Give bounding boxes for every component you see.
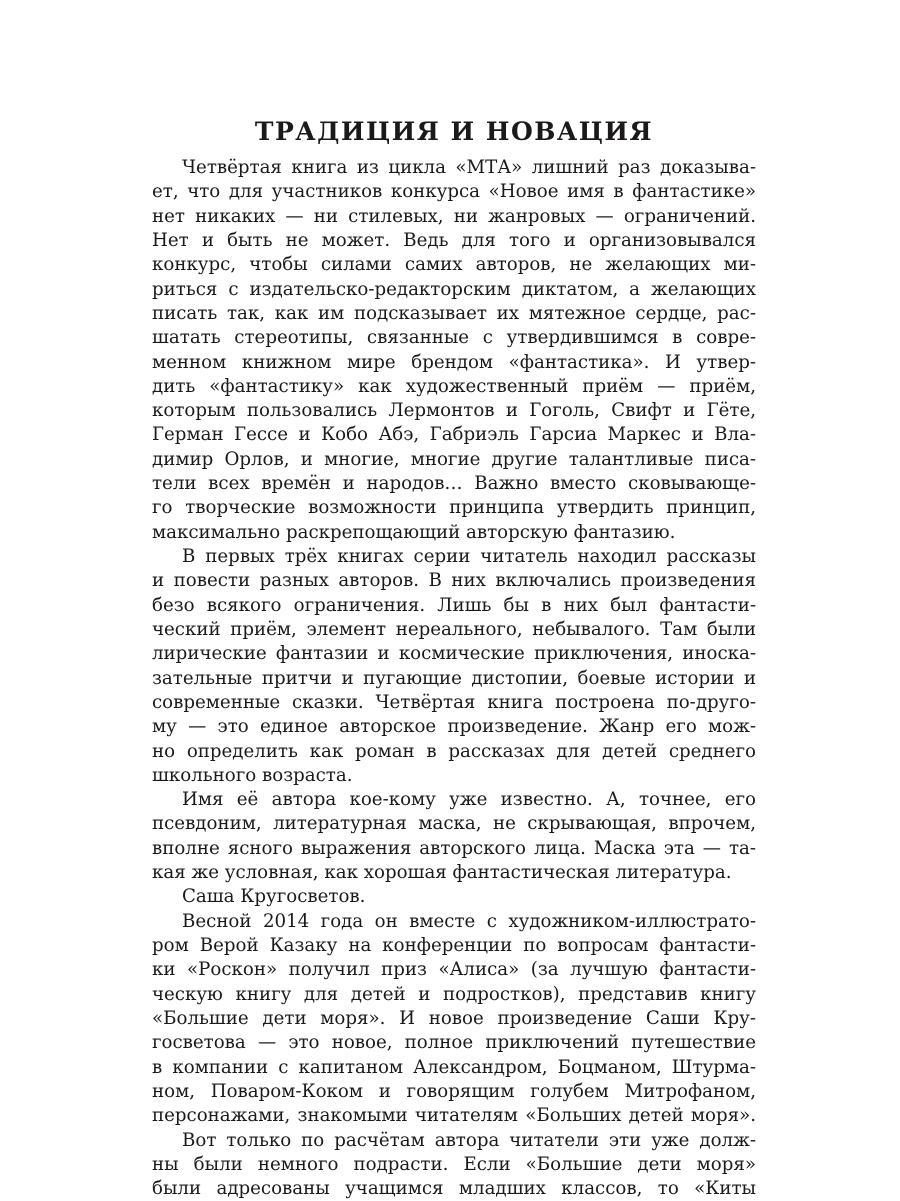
text-line: ном, Поваром-Коком и говорящим голубем Митрофаном, xyxy=(152,1080,756,1102)
text-line: псевдоним, литературная маска, не скрывающая, впрочем, xyxy=(152,813,756,835)
text-line: ческий приём, элемент нереального, небывалого. Там были xyxy=(152,618,756,640)
body-text xyxy=(152,156,756,1201)
text-line: школьного возраста. xyxy=(152,764,353,786)
text-line: «Большие дети моря». И новое произведение Саши Кру- xyxy=(152,1007,756,1029)
text-line: Нет и быть не может. Ведь для того и организовывался xyxy=(152,229,756,251)
text-line: которым пользовались Лермонтов и Гоголь, Свифт и Гёте, xyxy=(152,400,756,422)
text-line: Четвёртая книга из цикла «МТА» лишний раз доказыва- xyxy=(182,157,756,178)
text-line: ром Верой Казаку на конференции по вопросам фантасти- xyxy=(152,935,756,956)
text-line: му — это единое авторское произведение. Жанр его мож- xyxy=(152,716,756,738)
text-line: и повести разных авторов. В них включались произведения xyxy=(152,570,756,592)
text-line: ет, что для участников конкурса «Новое имя в фантастике» xyxy=(152,181,756,203)
text-line: Саша Кругосветов. xyxy=(182,886,366,908)
text-line: Весной 2014 года он вместе с художником-иллюстрато- xyxy=(182,910,756,932)
text-line: нет никаких — ни стилевых, ни жанровых — ограничений. xyxy=(152,205,756,227)
text-line: Имя её автора кое-кому уже известно. А, точнее, его xyxy=(182,789,756,811)
text-line: безо всякого ограничения. Лишь бы в них был фантасти- xyxy=(152,594,756,616)
text-line: в компании с капитаном Александром, Боцманом, Штурма- xyxy=(152,1056,756,1078)
text-line: Вот только по расчётам автора читатели эти уже долж- xyxy=(182,1129,756,1151)
text-line: кая же условная, как хорошая фантастическая литература. xyxy=(152,862,732,884)
text-line: конкурс, чтобы силами самих авторов, не желающих ми- xyxy=(152,254,756,276)
text-line: менном книжном мире брендом «фантастика». И утвер- xyxy=(152,351,756,373)
text-line: ческую книгу для детей и подростков), представив книгу xyxy=(152,983,756,1005)
text-line: писать так, как им подсказывает их мятежное сердце, рас- xyxy=(152,302,756,324)
text-line: ны были немного подрасти. Если «Большие дети моря» xyxy=(152,1153,756,1175)
text-line: ки «Роскон» получил приз «Алиса» (за лучшую фантасти- xyxy=(152,959,756,981)
text-line: шатать стереотипы, связанные с утвердившимся в совре- xyxy=(152,327,756,349)
text-line: были адресованы учащимся младших классов, то «Киты xyxy=(152,1178,756,1200)
text-line: максимально раскрепощающий авторскую фантазию. xyxy=(152,521,676,543)
text-line: персонажами, знакомыми читателям «Больших детей моря». xyxy=(152,1105,756,1127)
text-line: современные сказки. Четвёртая книга построена по-друго- xyxy=(152,691,756,713)
text-line: лирические фантазии и космические приключения, иноска- xyxy=(152,643,756,665)
chapter-title: ТРАДИЦИЯ И НОВАЦИЯ xyxy=(254,117,654,146)
text-line: дить «фантастику» как художественный приём — приём, xyxy=(152,375,756,397)
text-line: вполне ясного выражения авторского лица. Маска эта — та- xyxy=(152,837,756,859)
text-line: но определить как роман в рассказах для детей среднего xyxy=(152,740,756,762)
text-line: зательные притчи и пугающие дистопии, боевые истории и xyxy=(152,667,756,689)
text-line: го творческие возможности принципа утвердить принцип, xyxy=(152,497,756,519)
text-line: госветова — это новое, полное приключений путешествие xyxy=(152,1032,756,1054)
text-line: тели всех времён и народов… Важно вместо сковывающе- xyxy=(152,473,756,495)
text-line: Герман Гессе и Кобо Абэ, Габриэль Гарсиа Маркес и Вла- xyxy=(152,424,756,446)
text-line: В первых трёх книгах серии читатель находил рассказы xyxy=(182,546,756,567)
text-line: димир Орлов, и многие, многие другие талантливые писа- xyxy=(152,448,756,470)
text-line: риться с издательско-редакторским диктатом, а желающих xyxy=(152,278,756,300)
